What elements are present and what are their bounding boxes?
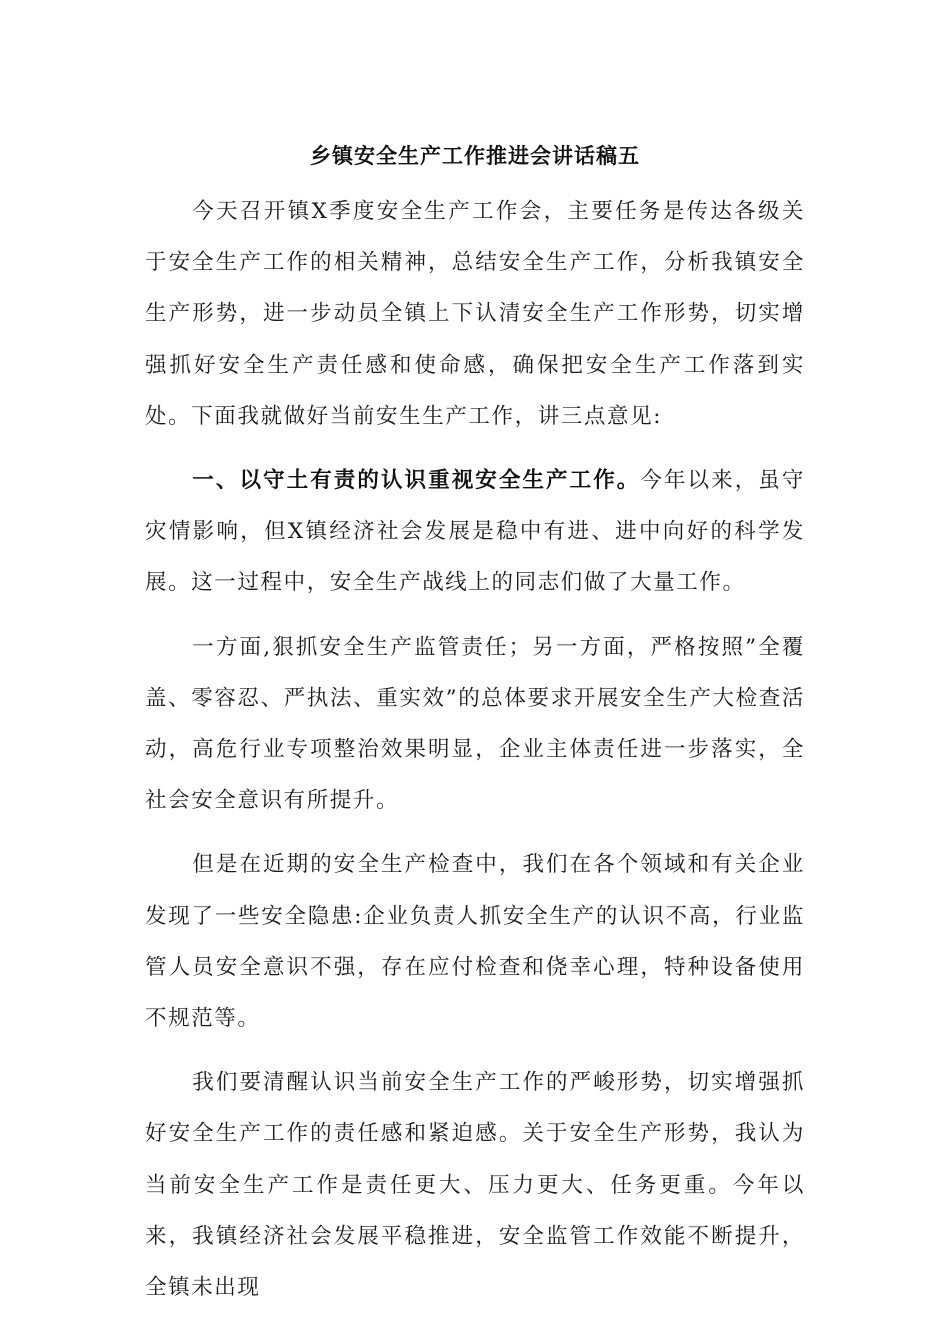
paragraph-2 bbox=[145, 455, 805, 609]
paragraph-4-text: 但是在近期的安全生产检查中，我们在各个领域和有关企业发现了一些安全隐患:企业负责人抓安全生产的认识不高，行业监管人员安全意识不强，存在应付检查和侥幸心理，特种设备使用不规范等。 bbox=[145, 852, 805, 1032]
document-title: 乡镇安全生产工作推进会讲话稿五 bbox=[310, 143, 640, 168]
paragraph-5-text: 我们要清醒认识当前安全生产工作的严峻形势，切实增强抓好安全生产工作的责任感和紧迫感。关于安全生产形势，我认为当前安全生产工作是责任更大、压力更大、任务更重。今年以来，我镇经济社会发展平稳推进，安全监管工作效能不断提升，全镇未出现 bbox=[145, 1070, 805, 1301]
document-body bbox=[145, 186, 805, 1326]
paragraph-5 bbox=[145, 1057, 805, 1313]
paragraph-3-text: 一方面,狠抓安全生产监管责任；另一方面，严格按照”全覆盖、零容忍、严执法、重实效”的总体要求开展安全生产大检查活动，高危行业专项整治效果明显，企业主体责任进一步落实，全社会安全意识有所提升。 bbox=[145, 634, 805, 814]
paragraph-2-text: 今年以来，虽守灾情影响，但X镇经济社会发展是稳中有进、进中向好的科学发展。这一过程中，安全生产战线上的同志们做了大量工作。 bbox=[145, 468, 805, 596]
paragraph-1 bbox=[145, 186, 805, 442]
paragraph-1-text: 今天召开镇X季度安全生产工作会，主要任务是传达各级关于安全生产工作的相关精神，总结安全生产工作，分析我镇安全生产形势，进一步动员全镇上下认清安全生产工作形势，切实增强抓好安全生产责任感和使命感，确保把安全生产工作落到实处。下面我就做好当前安生生产工作，讲三点意见: bbox=[145, 199, 805, 429]
section-heading-1: 一、以守土有责的认识重视安全生产工作。 bbox=[192, 468, 641, 494]
paragraph-3 bbox=[145, 622, 805, 827]
paragraph-4 bbox=[145, 839, 805, 1044]
